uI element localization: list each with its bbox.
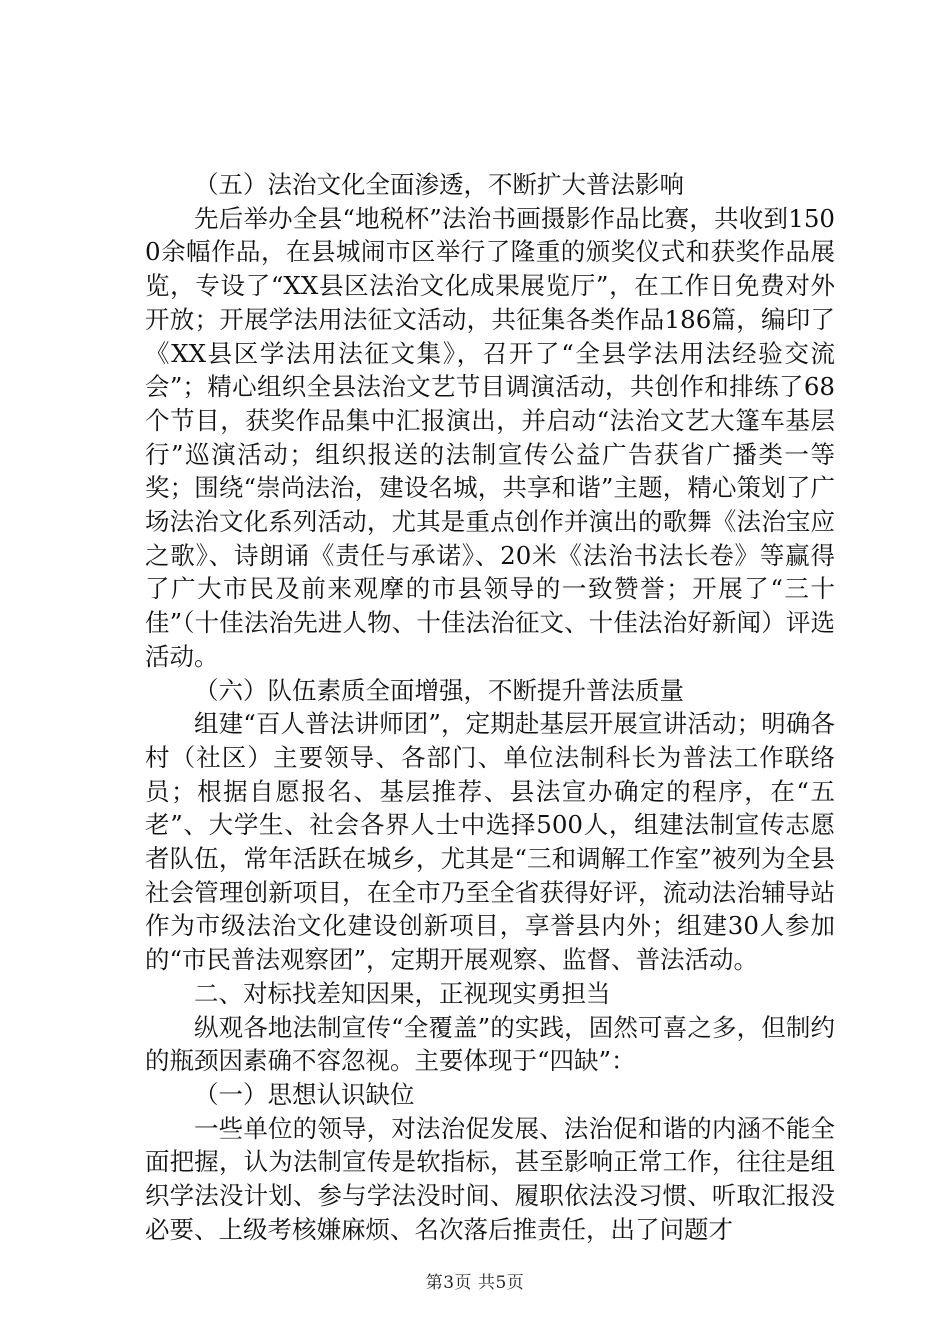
document-body <box>145 168 835 1247</box>
section-heading-1: （一）思想认识缺位 <box>194 1079 415 1109</box>
paragraph-team-quality: 组建“百人普法讲师团”，定期赴基层开展宣讲活动；明确各村（社区）主要领导、各部门、单位法制科长为普法工作联络员；根据自愿报名、基层推荐、县法宣办确定的程序，在“五老”、大学生、社会各界人士中选择500人，组建法制宣传志愿者队伍，常年活跃在城乡，尤其是“三和调解工作室”被列为全县社会管理创新项目，在全市乃至全省获得好评，流动法治辅导站作为市级法治文化建设创新项目，享誉县内外；组建30人参加的“市民普法观察团”，定期开展观察、监督、普法活动。 <box>145 709 835 975</box>
paragraph-awareness: 一些单位的领导，对法治促发展、法治促和谐的内涵不能全面把握，认为法制宣传是软指标，甚至影响正常工作，往往是组织学法没计划、参与学法没时间、履职依法没习惯、听取汇报没必要、上级考核嫌麻烦、名次落后推责任，出了问题才 <box>145 1113 835 1244</box>
page-number-footer: 第3页 共5页 <box>425 1273 525 1293</box>
chapter-heading-2: 二、对标找差知因果，正视现实勇担当 <box>194 978 611 1008</box>
paragraph-overview: 纵观各地法制宣传“全覆盖”的实践，固然可喜之多，但制约的瓶颈因素确不容忽视。主要体现于“四缺”： <box>145 1012 835 1076</box>
section-heading-6: （六）队伍素质全面增强，不断提升普法质量 <box>194 675 684 705</box>
paragraph-law-culture: 先后举办全县“地税杯”法治书画摄影作品比赛，共收到1500余幅作品，在县城闹市区举行了隆重的颁奖仪式和获奖作品展览，专设了“XX县区法治文化成果展览厅”，在工作日免费对外开放；开展学法用法征文活动，共征集各类作品186篇，编印了《XX县区学法用法征文集》，召开了“全县学法用法经验交流会”；精心组织全县法治文艺节目调演活动，共创作和排练了68个节目，获奖作品集中汇报演出，并启动“法治文艺大篷车基层行”巡演活动；组织报送的法制宣传公益广告获省广播类一等奖；围绕“崇尚法治，建设名城，共享和谐”主题，精心策划了广场法治文化系列活动，尤其是重点创作并演出的歌舞《法治宝应之歌》、诗朗诵《责任与承诺》、20米《法治书法长卷》等赢得了广大市民及前来观摩的市县领导的一致赞誉；开展了“三十佳”（十佳法治先进人物、十佳法治征文、十佳法治好新闻）评选活动。 <box>145 203 835 671</box>
section-heading-5: （五）法治文化全面渗透，不断扩大普法影响 <box>194 170 684 199</box>
